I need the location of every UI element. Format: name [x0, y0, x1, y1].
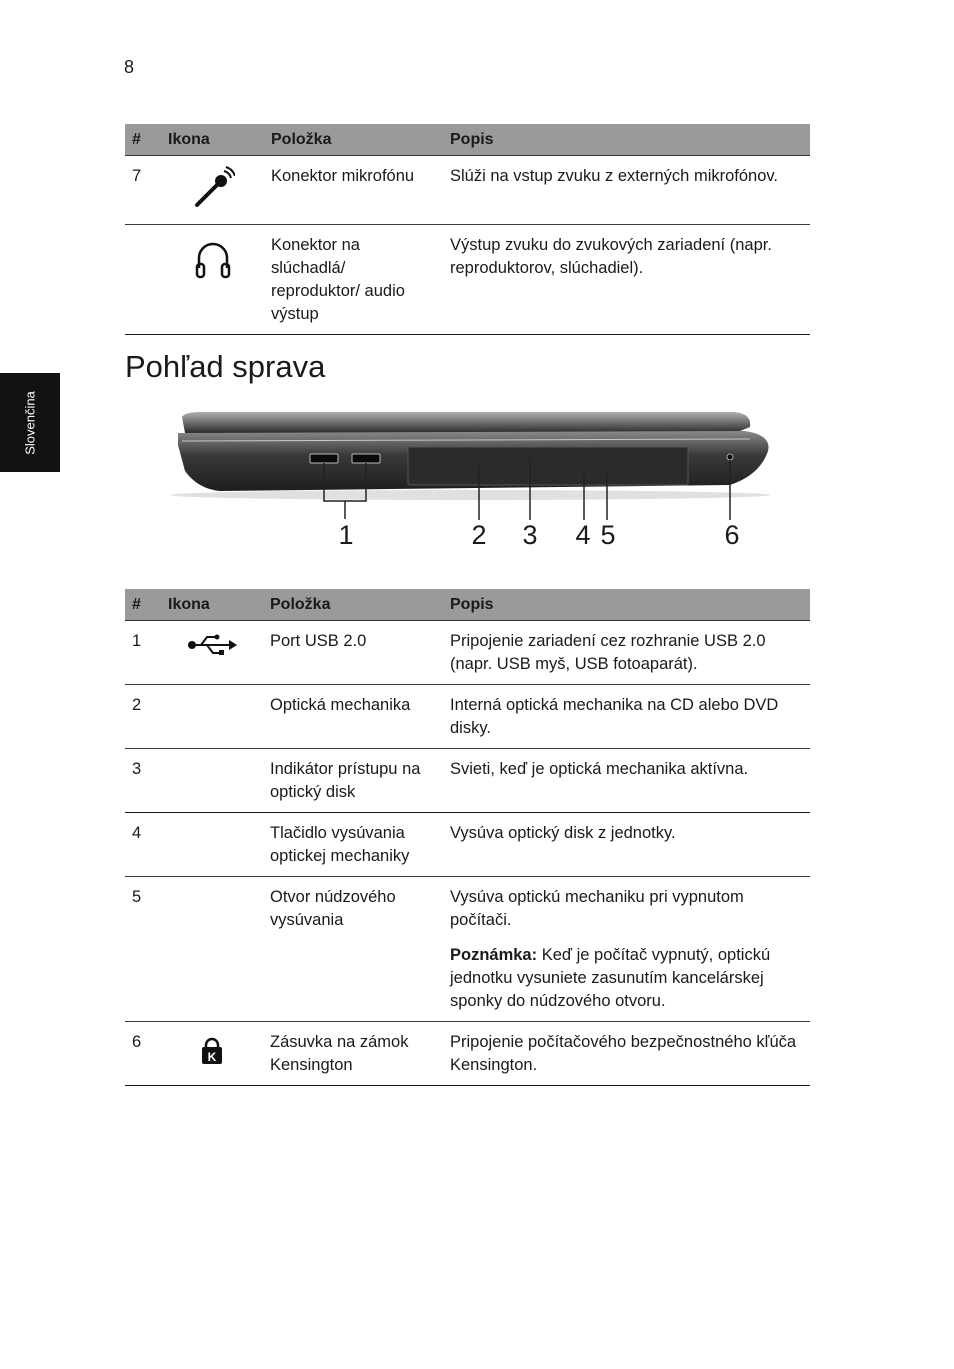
- header-desc: Popis: [443, 589, 810, 621]
- callout-1: 1: [338, 520, 354, 550]
- callout-2: 2: [471, 520, 487, 550]
- table-header-row: [125, 589, 810, 621]
- row-num: 7: [132, 167, 142, 185]
- row-desc: Slúži na vstup zvuku z externých mikrofónov.: [450, 167, 779, 185]
- row-desc: Interná optická mechanika na CD alebo DVD disky.: [443, 685, 810, 749]
- table-row: [125, 685, 810, 749]
- svg-text:K: K: [207, 1050, 217, 1064]
- row-desc: Pripojenie počítačového bezpečnostného kľúča Kensington.: [443, 1022, 810, 1086]
- table-row: [125, 877, 810, 1022]
- row-item: Port USB 2.0: [270, 632, 367, 650]
- row-num: 3: [125, 749, 161, 813]
- note: [450, 944, 803, 1013]
- row-num: 5: [125, 877, 161, 1022]
- callout-5: 5: [600, 520, 616, 550]
- note-label: Poznámka:: [450, 946, 538, 964]
- row-desc: Vysúva optickú mechaniku pri vypnutom počítači.: [450, 888, 744, 929]
- header-desc: Popis: [443, 124, 810, 156]
- row-item: Konektor mikrofónu: [271, 167, 415, 185]
- header-icon: Ikona: [161, 589, 263, 621]
- row-num: 2: [125, 685, 161, 749]
- callout-4: 4: [575, 520, 591, 550]
- kensington-lock-icon: [201, 1037, 223, 1065]
- table-row: [125, 225, 810, 335]
- section-title: Pohľad sprava: [125, 349, 326, 384]
- ports-table-top: [125, 124, 810, 335]
- page-number: 8: [124, 57, 135, 77]
- table-row: [125, 156, 810, 225]
- header-icon: Ikona: [161, 124, 264, 156]
- row-num: [125, 225, 161, 335]
- row-item: Indikátor prístupu na optický disk: [263, 749, 443, 813]
- table-row: [125, 621, 810, 685]
- table-header-row: [125, 124, 810, 156]
- row-desc: Výstup zvuku do zvukových zariadení (napr. reproduktorov, slúchadiel).: [443, 225, 810, 335]
- row-item: Zásuvka na zámok Kensington: [263, 1022, 443, 1086]
- row-item: Konektor na slúchadlá/ reproduktor/ audio výstup: [264, 225, 443, 335]
- header-item: Položka: [263, 589, 443, 621]
- row-num: 4: [125, 813, 161, 877]
- row-item: Otvor núdzového vysúvania: [263, 877, 443, 1022]
- header-num: #: [125, 124, 161, 156]
- callout-3: 3: [522, 520, 538, 550]
- row-num: 1: [132, 632, 142, 650]
- usb-icon: [187, 632, 237, 658]
- row-item: Optická mechanika: [263, 685, 443, 749]
- headphones-icon: [195, 240, 231, 280]
- ports-table-bottom: [125, 589, 810, 1086]
- header-item: Položka: [264, 124, 443, 156]
- note-text: Keď je počítač vypnutý, optickú jednotku vysuniete zasunutím kancelárskej sponky do núdzového otvoru.: [450, 946, 771, 1010]
- table-row: [125, 749, 810, 813]
- table-row: [125, 1022, 810, 1086]
- table-row: [125, 813, 810, 877]
- callout-6: 6: [724, 520, 740, 550]
- side-tab: [0, 373, 60, 472]
- row-desc: Svieti, keď je optická mechanika aktívna.: [443, 749, 810, 813]
- row-desc: Pripojenie zariadení cez rozhranie USB 2.0 (napr. USB myš, USB fotoaparát).: [450, 632, 766, 673]
- microphone-icon: [191, 165, 235, 209]
- side-tab-label: Slovenčina: [22, 391, 38, 455]
- header-num: #: [125, 589, 161, 621]
- row-desc: Vysúva optický disk z jednotky.: [443, 813, 810, 877]
- row-item: Tlačidlo vysúvania optickej mechaniky: [263, 813, 443, 877]
- row-num: 6: [125, 1022, 161, 1086]
